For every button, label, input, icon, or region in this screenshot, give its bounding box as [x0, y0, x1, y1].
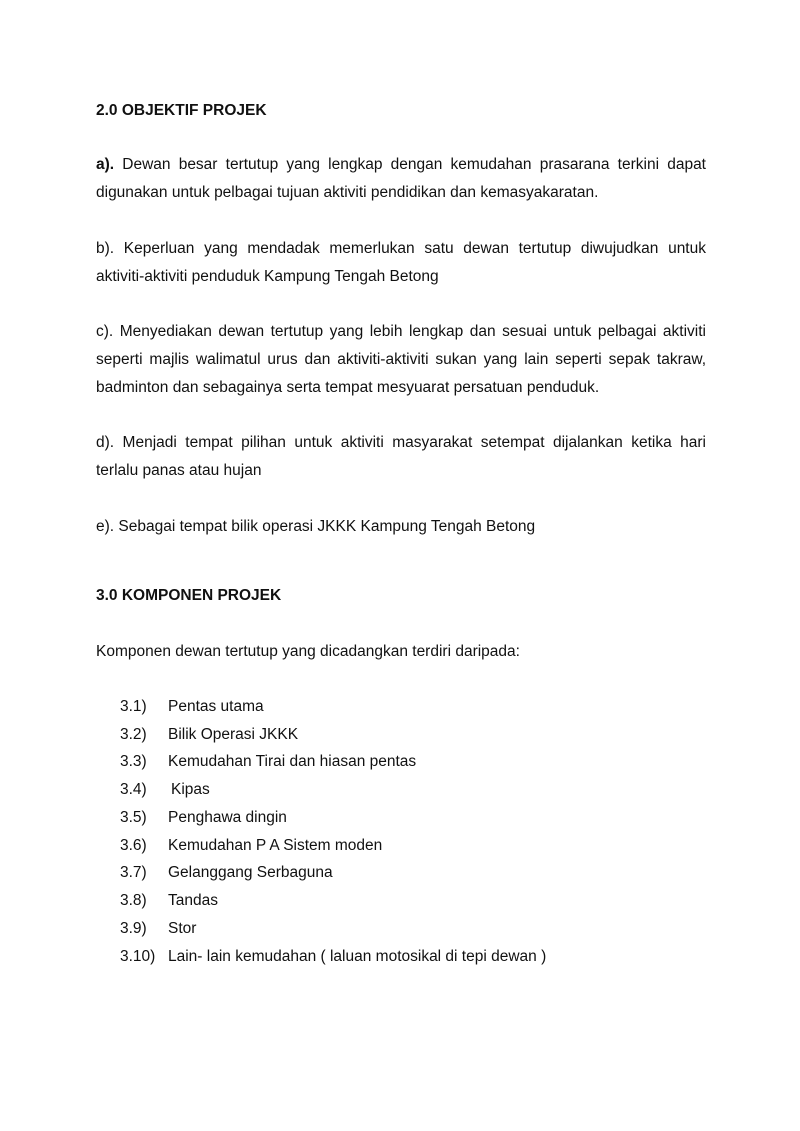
objektif-marker-b: b). [96, 240, 115, 257]
objektif-text-d: Menjadi tempat pilihan untuk aktiviti masyarakat setempat dijalankan ketika hari terlalu panas atau hujan [96, 434, 706, 479]
objektif-text-c: Menyediakan dewan tertutup yang lebih lengkap dan sesuai untuk pelbagai aktiviti seperti majlis walimatul urus dan aktiviti-aktiviti sukan yang lain seperti sepak takraw, badminton dan sebagainya serta tempat mesyuarat persatuan penduduk. [96, 323, 706, 396]
objektif-item-e [96, 513, 706, 541]
list-item-number: 3.8) [120, 892, 147, 909]
objektif-text-e: Sebagai tempat bilik operasi JKKK Kampung Tengah Betong [114, 518, 536, 535]
list-item-label: Stor [168, 920, 197, 937]
list-item-label: Kipas [171, 781, 210, 798]
komponen-heading: 3.0 KOMPONEN PROJEK [96, 587, 282, 604]
objektif-item-d [96, 429, 706, 485]
list-item-number: 3.9) [120, 920, 147, 937]
list-item-label: Kemudahan Tirai dan hiasan pentas [168, 753, 417, 770]
list-item-number: 3.3) [120, 753, 147, 770]
objektif-marker-d: d). [96, 434, 115, 451]
list-item-label: Penghawa dingin [168, 809, 287, 826]
list-item-label: Gelanggang Serbaguna [168, 864, 333, 881]
objektif-heading: 2.0 OBJEKTIF PROJEK [96, 102, 267, 119]
list-item-number: 3.10) [120, 948, 156, 965]
objektif-marker-e: e). [96, 518, 115, 535]
list-item-number: 3.2) [120, 726, 147, 743]
list-item-number: 3.7) [120, 864, 147, 881]
objektif-marker-a: a). [96, 156, 115, 173]
list-item-number: 3.4) [120, 781, 147, 798]
list-item-label: Tandas [168, 892, 218, 909]
objektif-item-c [96, 318, 706, 402]
list-item-label: Lain- lain kemudahan ( laluan motosikal di tepi dewan ) [168, 948, 547, 965]
komponen-intro: Komponen dewan tertutup yang dicadangkan terdiri daripada: [96, 643, 520, 660]
list-item-number: 3.1) [120, 698, 147, 715]
objektif-text-b: Keperluan yang mendadak memerlukan satu dewan tertutup diwujudkan untuk aktiviti-aktiviti penduduk Kampung Tengah Betong [96, 240, 706, 285]
objektif-text-a: Dewan besar tertutup yang lengkap dengan kemudahan prasarana terkini dapat digunakan untuk pelbagai tujuan aktiviti pendidikan dan kemasyakaratan. [96, 156, 706, 201]
list-item-number: 3.6) [120, 837, 147, 854]
list-item-number: 3.5) [120, 809, 147, 826]
list-item-label: Pentas utama [168, 698, 264, 715]
objektif-item-b [96, 235, 706, 291]
list-item-label: Bilik Operasi JKKK [168, 726, 299, 743]
objektif-marker-c: c). [96, 323, 114, 340]
objektif-item-a [96, 151, 706, 207]
list-item-label: Kemudahan P A Sistem moden [168, 837, 383, 854]
